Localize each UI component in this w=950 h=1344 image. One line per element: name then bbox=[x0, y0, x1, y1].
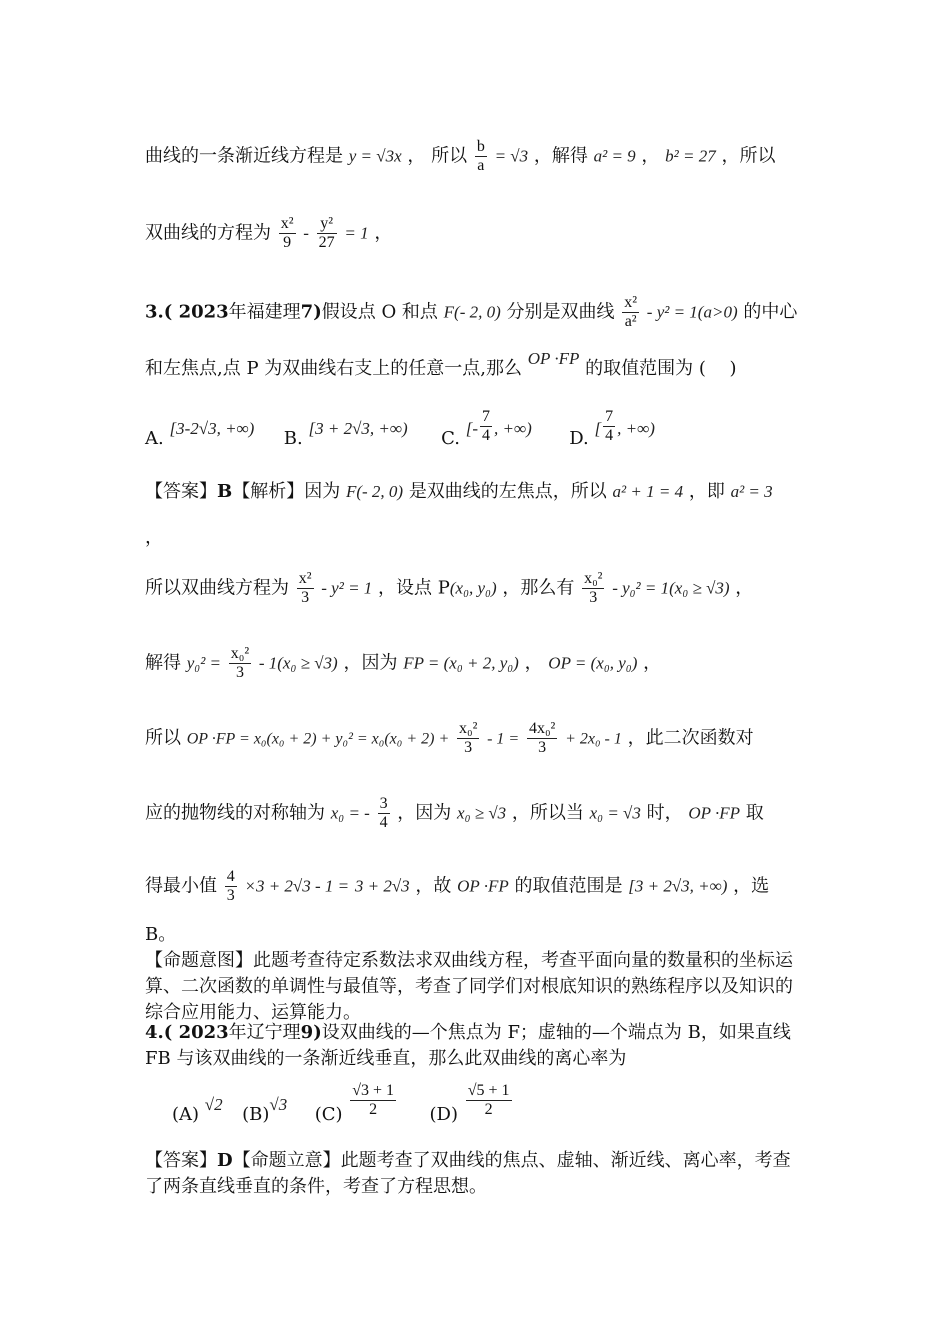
question-3-options bbox=[145, 408, 805, 457]
text: 所以 bbox=[145, 727, 181, 749]
text: 取 bbox=[745, 802, 764, 824]
numerator: x₀² bbox=[584, 570, 603, 587]
text: ，解得 bbox=[533, 145, 588, 167]
numerator: x² bbox=[280, 215, 294, 232]
denominator: 2 bbox=[484, 1101, 493, 1118]
numerator: √3 + 1 bbox=[352, 1082, 395, 1099]
math: = 1 bbox=[344, 223, 369, 243]
denominator: 3 bbox=[301, 589, 310, 606]
math: a² = 3 bbox=[730, 482, 773, 501]
text: ，故 bbox=[415, 875, 452, 897]
answer-comma bbox=[145, 525, 805, 551]
math: x₀ ≥ √3 bbox=[457, 803, 507, 823]
math: = √3 bbox=[494, 146, 529, 166]
question-4-options bbox=[172, 1082, 832, 1133]
denominator: 4 bbox=[605, 427, 614, 444]
math: + 2x₀ - 1 bbox=[565, 730, 622, 748]
math: [3 + 2√3, +∞) bbox=[628, 876, 728, 896]
option-c bbox=[441, 408, 532, 449]
numerator: x₀² bbox=[458, 720, 478, 737]
fraction bbox=[527, 720, 557, 757]
fraction bbox=[225, 868, 237, 905]
text: 【答案】 bbox=[145, 1150, 217, 1171]
math: a² + 1 = 4 bbox=[612, 482, 684, 501]
denominator: 27 bbox=[318, 234, 335, 251]
math: - y² = 1(a>0) bbox=[646, 302, 738, 322]
text: 【答案】 bbox=[145, 481, 217, 502]
numerator: 4x₀² bbox=[528, 720, 556, 737]
denominator: 4 bbox=[482, 427, 490, 444]
text: ，即 bbox=[688, 481, 725, 502]
text: 的中心 bbox=[743, 301, 798, 323]
denominator: 9 bbox=[283, 234, 292, 251]
fraction bbox=[317, 215, 337, 252]
denominator: 4 bbox=[379, 814, 388, 831]
fraction bbox=[279, 215, 296, 252]
text: 所以双曲线方程为 bbox=[145, 577, 289, 599]
math: OP ·FP bbox=[527, 349, 580, 368]
math: OP = (x₀, y₀) bbox=[548, 653, 638, 673]
option-label: B. bbox=[283, 427, 303, 449]
fraction bbox=[622, 294, 639, 331]
numerator: 4 bbox=[226, 868, 235, 885]
numerator: 3 bbox=[379, 795, 388, 812]
text: 是双曲线的左焦点，所以 bbox=[408, 481, 607, 502]
question-4-answer bbox=[145, 1148, 805, 1200]
math: √3 bbox=[269, 1094, 288, 1114]
text: ，此二次函数对 bbox=[627, 727, 754, 749]
text: 设双曲线的—个焦点为 F；虚轴的—个端点为 B，如果直线 FB 与该双曲线的一条渐近线垂直，那么此双曲线的离心率为 bbox=[145, 1022, 791, 1069]
text: 应的抛物线的对称轴为 bbox=[145, 802, 325, 824]
fraction bbox=[582, 570, 604, 607]
option-d bbox=[569, 408, 655, 449]
option-a bbox=[145, 418, 255, 449]
math: [3 + 2√3, +∞) bbox=[308, 418, 408, 438]
text: 解得 bbox=[145, 652, 181, 674]
text: 的取值范围为 ( ) bbox=[585, 358, 737, 379]
answer-letter: B bbox=[217, 481, 233, 502]
math: (x₀, y₀) bbox=[449, 578, 497, 598]
question-number: 7) bbox=[300, 301, 322, 323]
denominator: a bbox=[477, 157, 485, 174]
numerator: y² bbox=[317, 215, 337, 234]
fraction bbox=[603, 408, 615, 445]
text: ， bbox=[735, 577, 754, 599]
text: 年福建理 bbox=[228, 301, 301, 323]
line-hyperbola-equation bbox=[145, 215, 805, 252]
numerator: x² bbox=[298, 570, 312, 587]
option-label: C. bbox=[441, 427, 460, 449]
text: ，因为 bbox=[343, 652, 398, 674]
question-3-line-2 bbox=[145, 349, 805, 382]
math: y₀² = bbox=[186, 653, 222, 673]
fraction bbox=[378, 795, 390, 832]
math: b² = 27 bbox=[665, 146, 716, 166]
text: 时， bbox=[646, 802, 683, 824]
question-3-line-1 bbox=[145, 294, 805, 331]
option-label: A. bbox=[145, 427, 164, 449]
question-number: 9) bbox=[300, 1022, 322, 1043]
text: 【命题立意】此题考查了双曲线的焦点、虚轴、渐近线、离心率，考查了两条直线垂直的条件，考查了方程思想。 bbox=[145, 1150, 791, 1197]
math: OP ·FP = x₀(x₀ + 2) + y₀² = x₀(x₀ + 2) + bbox=[186, 730, 450, 748]
denominator: 3 bbox=[464, 739, 473, 756]
text: ，选 bbox=[733, 875, 770, 897]
denominator: 2 bbox=[369, 1101, 378, 1118]
option-label: (C) bbox=[314, 1103, 343, 1125]
fraction bbox=[297, 570, 314, 607]
text: 分别是双曲线 bbox=[506, 301, 615, 323]
solution-line-3 bbox=[145, 720, 805, 757]
numerator: 7 bbox=[605, 408, 614, 425]
fraction bbox=[229, 645, 251, 682]
math: F(- 2, 0) bbox=[443, 302, 501, 322]
text: 双曲线的方程为 bbox=[145, 222, 271, 244]
option-label: D. bbox=[569, 427, 589, 449]
text: ， bbox=[374, 222, 393, 244]
text: 假设点 O 和点 bbox=[321, 301, 438, 323]
denominator: 3 bbox=[589, 589, 598, 606]
numerator: 7 bbox=[482, 408, 490, 425]
line-asymptote bbox=[145, 138, 805, 175]
numerator: √5 + 1 bbox=[467, 1082, 510, 1099]
math: OP ·FP bbox=[688, 803, 740, 823]
math: - y₀² = 1(x₀ ≥ √3) bbox=[612, 578, 730, 598]
math: [3-2√3, +∞) bbox=[169, 418, 255, 438]
text: ，所以当 bbox=[511, 802, 584, 824]
question-label: 4.( 2023 bbox=[145, 1022, 229, 1043]
denominator: 3 bbox=[226, 887, 235, 904]
text: ，那么有 bbox=[502, 577, 575, 599]
math: F(- 2, 0) bbox=[345, 482, 404, 501]
intent-paragraph: 【命题意图】此题考查待定系数法求双曲线方程，考查平面向量的数量积的坐标运算、二次函数的单调性与最值等，考查了同学们对根底知识的熟练程序以及知识的综合应用能力、运算能力。 bbox=[145, 950, 793, 1023]
question-4 bbox=[145, 1020, 805, 1072]
text: ， bbox=[145, 527, 163, 548]
math: [ bbox=[594, 418, 602, 438]
math: 3 + 2√3 bbox=[354, 876, 410, 896]
answer-letter: D bbox=[217, 1150, 233, 1171]
option-a bbox=[172, 1094, 223, 1125]
fraction bbox=[480, 408, 492, 445]
math: - bbox=[303, 223, 309, 243]
math: - 1 = bbox=[487, 730, 520, 748]
math: √2 bbox=[204, 1094, 223, 1114]
option-label: (B) bbox=[242, 1103, 270, 1125]
math: - y² = 1 bbox=[321, 578, 373, 598]
answer-line bbox=[145, 479, 805, 505]
math: OP ·FP bbox=[457, 876, 509, 896]
solution-line-5 bbox=[145, 868, 805, 905]
text: ，因为 bbox=[397, 802, 452, 824]
math: x₀ = √3 bbox=[589, 803, 641, 823]
solution-line-2 bbox=[145, 645, 805, 682]
denominator: a² bbox=[624, 313, 637, 330]
math: , +∞) bbox=[494, 418, 532, 438]
text: ， bbox=[524, 652, 543, 674]
text: 年辽宁理 bbox=[228, 1022, 301, 1043]
fraction bbox=[475, 138, 487, 175]
denominator: 3 bbox=[538, 739, 547, 756]
math: FP = (x₀ + 2, y₀) bbox=[403, 653, 519, 673]
text: 和左焦点,点 P 为双曲线右支上的任意一点,那么 bbox=[145, 358, 522, 379]
option-d bbox=[429, 1082, 514, 1125]
option-label: (A) bbox=[172, 1103, 200, 1125]
math: a² = 9 bbox=[593, 146, 636, 166]
text: ，设点 P bbox=[378, 577, 450, 599]
fraction bbox=[350, 1082, 396, 1119]
denominator: 3 bbox=[235, 664, 244, 681]
numerator: x² bbox=[624, 294, 638, 311]
text: ， bbox=[641, 145, 660, 167]
math: - 1(x₀ ≥ √3) bbox=[258, 653, 338, 673]
text: 的取值范围是 bbox=[514, 875, 623, 897]
fraction bbox=[457, 720, 479, 757]
text: ， bbox=[643, 652, 662, 674]
text: 得最小值 bbox=[145, 875, 217, 897]
text: 【解析】因为 bbox=[232, 481, 341, 502]
fraction bbox=[466, 1082, 512, 1119]
option-b bbox=[242, 1094, 288, 1125]
math: x₀ = - bbox=[330, 803, 370, 823]
text: ，所以 bbox=[721, 145, 776, 167]
option-b bbox=[283, 418, 408, 449]
solution-line-1 bbox=[145, 570, 805, 607]
math: , +∞) bbox=[617, 418, 655, 438]
option-label: (D) bbox=[429, 1103, 459, 1125]
text: ， 所以 bbox=[407, 145, 468, 167]
math: ×3 + 2√3 - 1 = bbox=[244, 876, 350, 896]
solution-line-6 bbox=[145, 922, 805, 948]
text: 曲线的一条渐近线方程是 bbox=[145, 145, 343, 167]
math: [- bbox=[465, 418, 478, 438]
math: y = √3x bbox=[348, 146, 402, 166]
option-c bbox=[314, 1082, 398, 1125]
numerator: b bbox=[476, 138, 485, 155]
solution-line-4 bbox=[145, 795, 805, 832]
question-label: 3.( 2023 bbox=[145, 301, 229, 323]
numerator: x₀² bbox=[230, 645, 250, 662]
text: B。 bbox=[145, 924, 177, 945]
